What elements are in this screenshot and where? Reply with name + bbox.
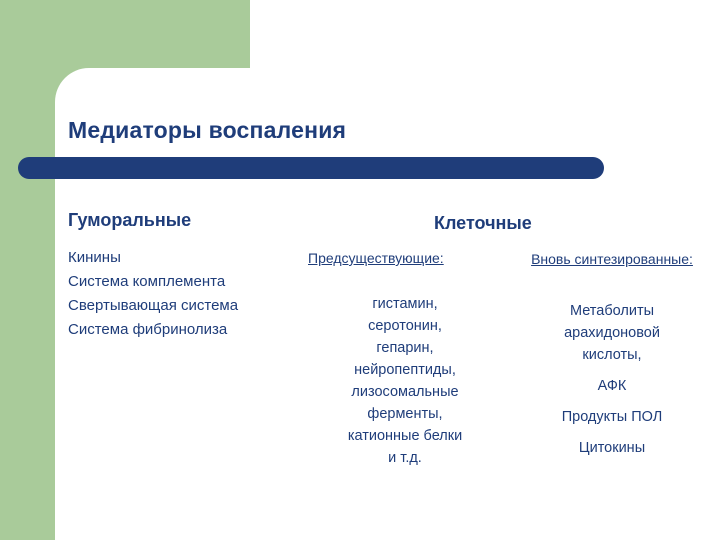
humoral-list <box>68 246 308 342</box>
list-item: нейропептиды, <box>354 362 456 378</box>
list-item: лизосомальные <box>351 384 459 400</box>
list-item: серотонин, <box>368 318 442 334</box>
list-item: АФК <box>597 378 627 394</box>
list-item: Цитокины <box>578 440 646 456</box>
list-item: гепарин, <box>376 340 434 356</box>
newly-synthesized-mediators-list <box>512 300 712 459</box>
page-title: Медиаторы воспаления <box>68 117 347 143</box>
list-item: Система комплемента <box>68 273 226 290</box>
list-item: Продукты ПОЛ <box>561 409 663 425</box>
newly-synthesized-mediators-heading: Вновь синтезированные: <box>531 251 693 267</box>
humoral-column-heading: Гуморальные <box>68 210 192 230</box>
list-item: Свертывающая система <box>68 297 239 314</box>
list-item: Метаболиты <box>569 303 655 319</box>
list-item: кислоты, <box>582 347 642 363</box>
list-item: катионные белки <box>347 428 463 444</box>
list-item: гистамин, <box>372 296 438 312</box>
spacer <box>512 397 712 406</box>
preexisting-mediators-heading: Предсуществующие: <box>308 250 444 266</box>
navy-title-bar <box>18 157 604 179</box>
list-item: и т.д. <box>388 450 422 466</box>
spacer <box>512 366 712 375</box>
list-item: Система фибринолиза <box>68 321 228 338</box>
spacer <box>512 428 712 437</box>
list-item: ферменты, <box>367 406 443 422</box>
preexisting-mediators-list <box>300 293 510 469</box>
list-item: арахидоновой <box>564 325 660 341</box>
cellular-column-heading: Клеточные <box>434 213 532 233</box>
list-item: Кинины <box>68 249 121 266</box>
